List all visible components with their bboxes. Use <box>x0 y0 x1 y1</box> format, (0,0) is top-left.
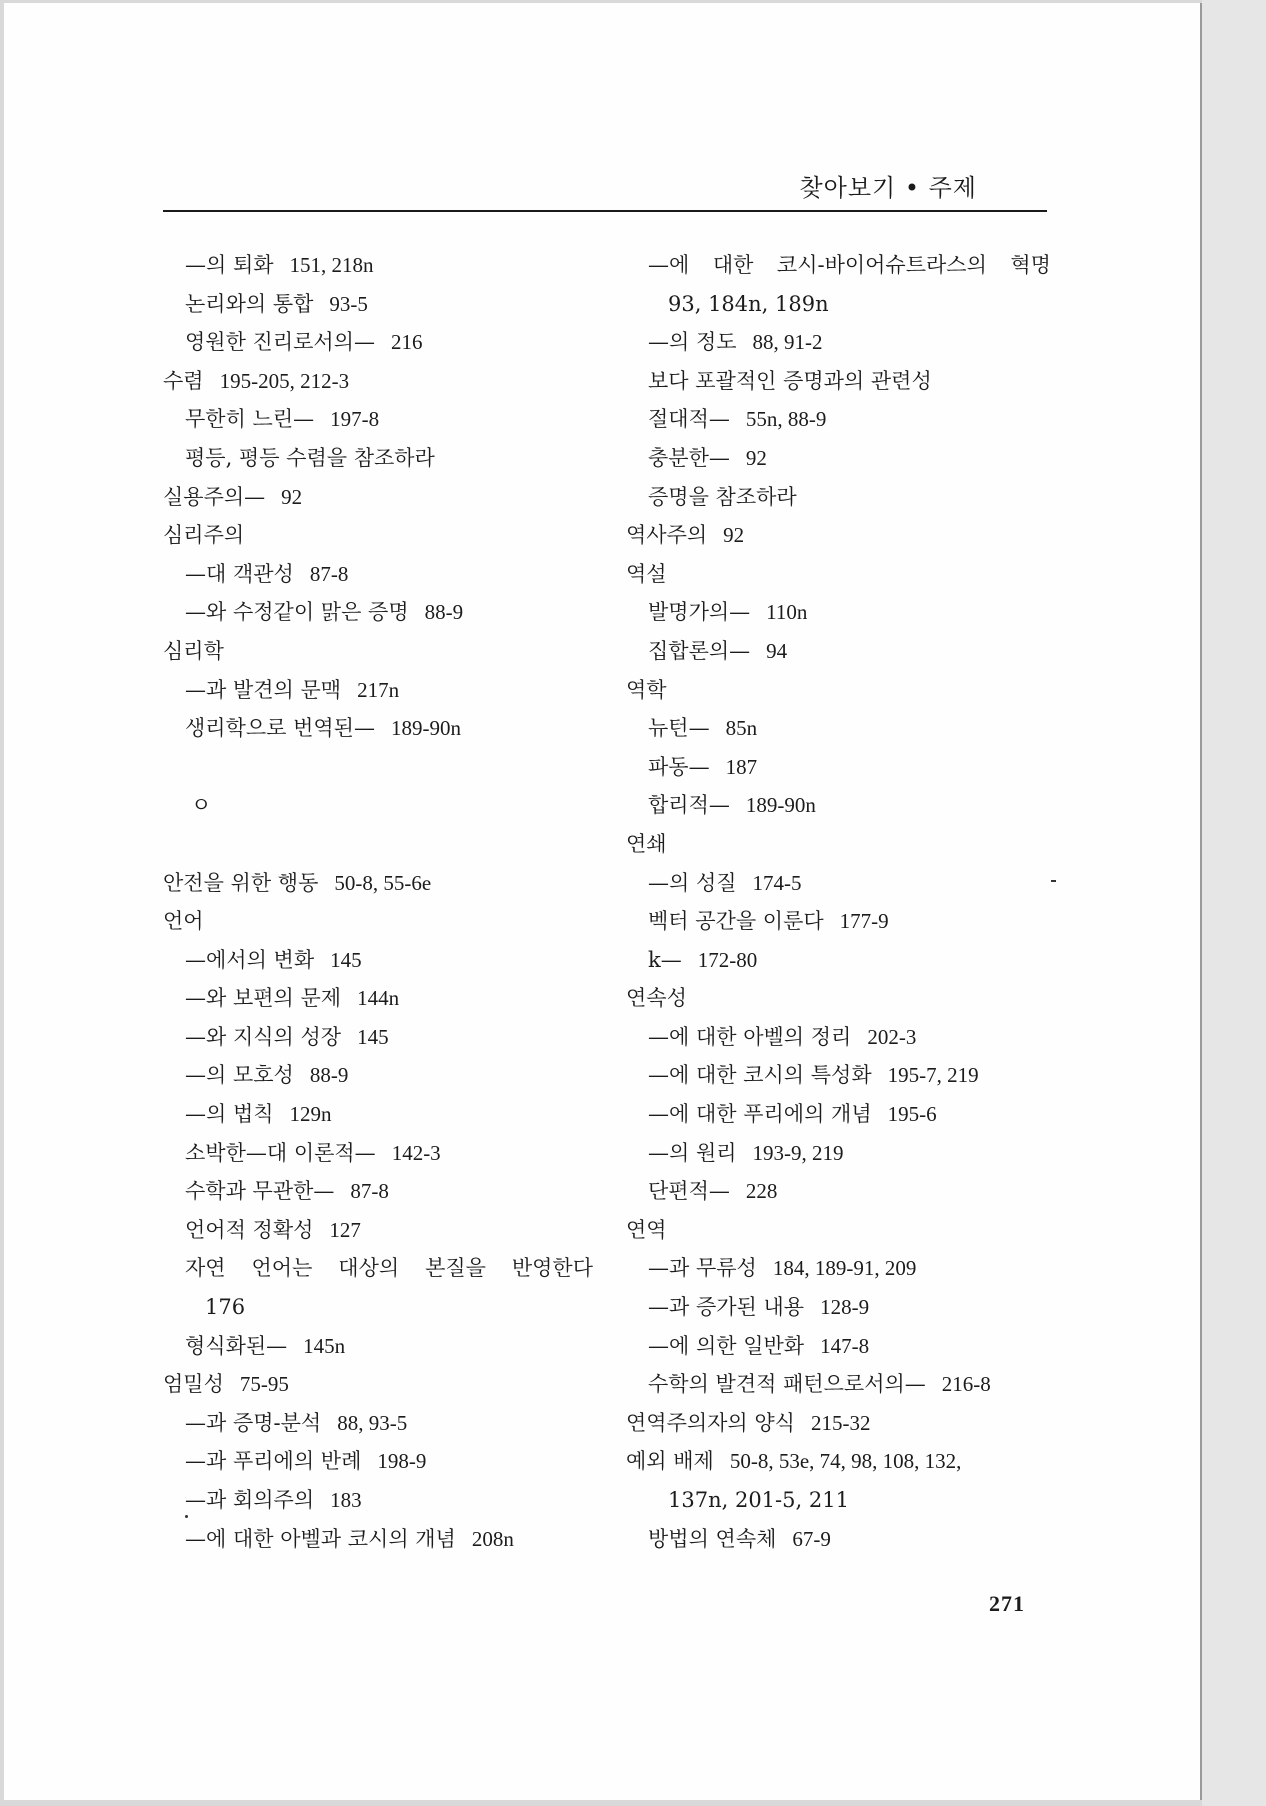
entry-pages: 216-8 <box>941 1372 991 1397</box>
entry-term: 증명을 참조하라 <box>648 484 797 509</box>
index-entry <box>626 285 1051 324</box>
index-entry <box>626 362 1051 401</box>
entry-term: 역설 <box>626 561 667 586</box>
entry-term: —과 무류성 <box>648 1256 757 1281</box>
entry-term: 발명가의— <box>648 600 751 625</box>
index-entry <box>163 555 593 594</box>
entry-pages: 93-5 <box>329 291 368 316</box>
entry-term: 안전을 위한 행동 <box>163 870 319 895</box>
entry-pages: 88, 91-2 <box>752 330 823 355</box>
entry-term: —대 객관성 <box>185 561 294 586</box>
index-entry <box>626 1288 1051 1327</box>
entry-term: 수렴 <box>163 368 204 393</box>
entry-term: 생리학으로 번역된— <box>185 716 375 741</box>
index-entry <box>163 285 593 324</box>
entry-term: 137n, 201-5, 211 <box>668 1488 849 1512</box>
entry-pages: 50-8, 55-6e <box>334 870 432 895</box>
entry-pages: 184, 189-91, 209 <box>772 1256 917 1281</box>
entry-term: —에서의 변화 <box>185 947 315 972</box>
index-entry <box>163 1520 593 1559</box>
entry-pages: 217n <box>357 677 400 702</box>
entry-pages: 198-9 <box>377 1449 427 1474</box>
entry-pages: 195-6 <box>887 1102 937 1127</box>
index-entry <box>163 439 593 478</box>
entry-pages: 145 <box>330 947 362 972</box>
index-entry <box>163 400 593 439</box>
entry-term: 파동— <box>648 754 710 779</box>
entry-pages: 216 <box>390 330 423 355</box>
section-letter: ㅇ <box>191 793 212 818</box>
index-entry <box>626 478 1051 517</box>
page-number: 271 <box>989 1591 1025 1616</box>
index-entry <box>626 941 1051 980</box>
entry-term: 단편적— <box>648 1179 730 1204</box>
index-entry <box>626 555 1051 594</box>
speck <box>185 1515 188 1518</box>
entry-term: 93, 184n, 189n <box>668 291 829 316</box>
entry-pages: 88-9 <box>309 1063 349 1088</box>
entry-term: 수학과 무관한— <box>185 1179 335 1204</box>
entry-term: 뉴턴— <box>648 716 710 741</box>
index-entry <box>626 1520 1051 1559</box>
entry-term: 방법의 연속체 <box>648 1526 777 1551</box>
entry-term: —와 보편의 문제 <box>185 986 342 1011</box>
index-entry <box>626 1056 1051 1095</box>
entry-term: —과 회의주의 <box>185 1488 315 1512</box>
entry-term: 집합론의— <box>648 638 751 663</box>
index-entry <box>163 1172 593 1211</box>
running-header: 찾아보기 • 주제 <box>799 174 977 202</box>
entry-pages: 67-9 <box>792 1526 831 1551</box>
entry-pages: 55n, 88-9 <box>745 407 827 432</box>
index-entry <box>626 1134 1051 1173</box>
entry-term: 논리와의 통합 <box>185 291 314 316</box>
index-entry: —에 대한 코시-바이어슈트라스의 혁명 <box>648 253 1051 277</box>
entry-term: 언어 <box>163 909 204 934</box>
entry-term: —의 원리 <box>648 1140 737 1165</box>
entry-term: 엄밀성 <box>163 1372 224 1397</box>
index-entry <box>163 1018 593 1057</box>
entry-pages: 189-90n <box>390 716 461 741</box>
entry-term: 영원한 진리로서의— <box>185 330 375 355</box>
header-rule <box>163 210 1047 212</box>
index-entry <box>626 825 1051 864</box>
entry-term: 충분한— <box>648 445 730 470</box>
entry-term: —에 대한 아벨과 코시의 개념 <box>185 1526 456 1551</box>
entry-term: —과 발견의 문맥 <box>185 677 342 702</box>
entry-pages: 183 <box>330 1488 362 1512</box>
entry-pages: 129n <box>289 1102 332 1127</box>
index-entry <box>163 362 593 401</box>
index-entry <box>626 439 1051 478</box>
entry-pages: 145 <box>357 1024 389 1049</box>
entry-term: 예외 배제 <box>626 1449 714 1474</box>
index-entry <box>626 400 1051 439</box>
speck <box>1051 880 1056 882</box>
index-entry <box>163 1056 593 1095</box>
entry-term: —에 대한 아벨의 정리 <box>648 1024 852 1049</box>
entry-term: 언어적 정확성 <box>185 1217 314 1242</box>
entry-pages: 88, 93-5 <box>337 1410 408 1435</box>
index-column-right <box>626 246 1051 1558</box>
index-entry <box>163 1211 593 1250</box>
entry-pages: 172-80 <box>697 947 758 972</box>
entry-term: —와 지식의 성장 <box>185 1024 342 1049</box>
entry-pages: 228 <box>745 1179 778 1204</box>
index-entry <box>163 632 593 671</box>
spacer <box>163 825 593 864</box>
entry-term: 심리주의 <box>163 523 245 548</box>
index-entry <box>163 864 593 903</box>
index-entry <box>626 1249 1051 1288</box>
entry-term: 수학의 발견적 패턴으로서의— <box>648 1372 926 1397</box>
entry-term: k— <box>648 947 682 972</box>
index-entry <box>163 1404 593 1443</box>
entry-term: 평등, 평등 수렴을 참조하라 <box>185 445 435 470</box>
entry-term: 심리학 <box>163 638 224 663</box>
index-entry <box>626 1481 1051 1520</box>
index-entry <box>163 902 593 941</box>
entry-pages: 128-9 <box>820 1295 870 1320</box>
index-entry <box>626 1018 1051 1057</box>
entry-pages: 215-32 <box>810 1410 871 1435</box>
index-entry <box>163 1134 593 1173</box>
index-entry <box>626 516 1051 555</box>
index-entry <box>626 786 1051 825</box>
entry-pages: 144n <box>357 986 400 1011</box>
entry-pages: 94 <box>766 638 788 663</box>
index-entry <box>163 478 593 517</box>
index-entry <box>163 246 593 285</box>
index-entry <box>626 864 1051 903</box>
entry-pages: 174-5 <box>752 870 802 895</box>
entry-pages: 92 <box>723 523 745 548</box>
entry-term: 연쇄 <box>626 831 667 856</box>
index-entry <box>163 593 593 632</box>
entry-term: —에 대한 푸리에의 개념 <box>648 1102 872 1127</box>
entry-pages: 92 <box>745 445 767 470</box>
entry-term: 보다 포괄적인 증명과의 관련성 <box>648 368 932 393</box>
index-entry <box>626 1172 1051 1211</box>
index-column-left <box>163 246 593 1558</box>
entry-pages: 75-95 <box>239 1372 289 1397</box>
index-entry <box>163 1288 593 1327</box>
entry-term: —의 성질 <box>648 870 737 895</box>
entry-term: —과 증명-분석 <box>185 1410 322 1435</box>
entry-term: 소박한—대 이론적— <box>185 1140 376 1165</box>
entry-pages: 127 <box>329 1217 361 1242</box>
entry-term: —의 모호성 <box>185 1063 294 1088</box>
index-entry <box>626 1404 1051 1443</box>
entry-pages: 85n <box>725 716 758 741</box>
entry-pages: 142-3 <box>391 1140 441 1165</box>
index-entry <box>163 709 593 748</box>
entry-term: 연역 <box>626 1217 667 1242</box>
entry-pages: 110n <box>766 600 808 625</box>
entry-term: 연역주의자의 양식 <box>626 1410 795 1435</box>
entry-pages: 87-8 <box>309 561 349 586</box>
entry-pages: 177-9 <box>839 909 889 934</box>
entry-pages: 50-8, 53e, 74, 98, 108, 132, <box>729 1449 962 1474</box>
index-entry <box>163 1481 593 1520</box>
index-entry <box>163 1365 593 1404</box>
entry-pages: 195-205, 212-3 <box>219 368 350 393</box>
spacer <box>163 748 593 787</box>
entry-pages: 202-3 <box>867 1024 917 1049</box>
index-entry <box>626 979 1051 1018</box>
entry-term: —의 정도 <box>648 330 737 355</box>
index-entry <box>626 748 1051 787</box>
entry-term: —과 증가된 내용 <box>648 1295 805 1320</box>
index-entry <box>626 1365 1051 1404</box>
index-entry <box>163 516 593 555</box>
index-entry <box>626 632 1051 671</box>
index-entry <box>626 709 1051 748</box>
entry-pages: 147-8 <box>820 1333 870 1358</box>
index-entry: 자연 언어는 대상의 본질을 반영한다 <box>185 1256 593 1281</box>
entry-term: 벡터 공간을 이룬다 <box>648 909 824 934</box>
index-entry <box>626 1327 1051 1366</box>
entry-pages: 195-7, 219 <box>887 1063 979 1088</box>
index-entry <box>626 1211 1051 1250</box>
entry-term: 형식화된— <box>185 1333 288 1358</box>
index-entry <box>626 671 1051 710</box>
index-entry <box>163 1095 593 1134</box>
index-entry <box>163 979 593 1018</box>
entry-pages: 189-90n <box>745 793 816 818</box>
entry-pages: 208n <box>471 1526 514 1551</box>
entry-term: 역학 <box>626 677 667 702</box>
entry-pages: 145n <box>303 1333 346 1358</box>
entry-pages: 193-9, 219 <box>752 1140 844 1165</box>
index-entry <box>626 1442 1051 1481</box>
index-entry <box>163 671 593 710</box>
entry-term: 실용주의— <box>163 484 266 509</box>
entry-term: 176 <box>205 1295 246 1320</box>
scan-edge <box>1202 0 1266 1806</box>
entry-pages: 92 <box>281 484 303 509</box>
entry-pages: 87-8 <box>350 1179 389 1204</box>
entry-term: 연속성 <box>626 986 687 1011</box>
entry-term: —에 대한 코시의 특성화 <box>648 1063 872 1088</box>
entry-term: 역사주의 <box>626 523 708 548</box>
entry-pages: 197-8 <box>330 407 380 432</box>
index-entry <box>626 593 1051 632</box>
index-entry <box>163 1442 593 1481</box>
entry-term: 무한히 느린— <box>185 407 315 432</box>
index-entry <box>626 323 1051 362</box>
entry-term: —과 푸리에의 반례 <box>185 1449 362 1474</box>
entry-term: —와 수정같이 맑은 증명 <box>185 600 409 625</box>
entry-pages: 88-9 <box>424 600 464 625</box>
entry-pages: 151, 218n <box>289 253 374 277</box>
entry-term: —에 의한 일반화 <box>648 1333 805 1358</box>
entry-term: 합리적— <box>648 793 730 818</box>
index-entry <box>163 941 593 980</box>
index-entry <box>626 1095 1051 1134</box>
entry-term: —의 퇴화 <box>185 253 274 277</box>
entry-term: 절대적— <box>648 407 730 432</box>
entry-term: —의 법칙 <box>185 1102 274 1127</box>
book-page <box>4 3 1202 1800</box>
index-entry <box>163 323 593 362</box>
index-entry <box>163 1327 593 1366</box>
entry-pages: 187 <box>725 754 758 779</box>
index-entry <box>626 902 1051 941</box>
